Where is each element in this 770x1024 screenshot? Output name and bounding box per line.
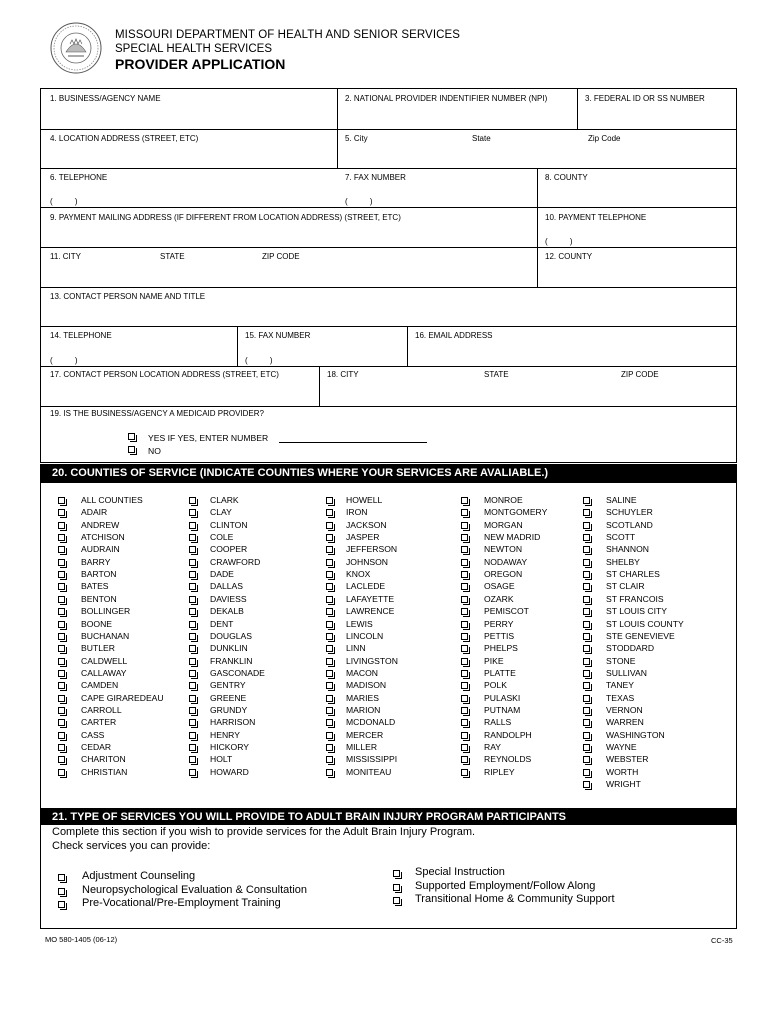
county-checkbox[interactable] [326,497,333,504]
county-checkbox[interactable] [326,583,333,590]
county-label: ANDREW [81,519,120,530]
section-20-header: 20. COUNTIES OF SERVICE (INDICATE COUNTIES WHERE YOUR SERVICES ARE AVALIABLE.) [40,464,737,483]
county-checkbox[interactable] [461,756,468,763]
county-label: LINN [346,643,366,654]
county-label: WARREN [606,717,644,728]
form-code: CC-35 [711,936,733,945]
county-label: KNOX [346,569,371,580]
contact-city-field[interactable]: 18. CITY [327,370,359,379]
county-label: CAPE GIRAREDEAU [81,692,164,703]
county-checkbox[interactable] [583,719,590,726]
county-checkbox[interactable] [326,732,333,739]
county-label: WRIGHT [606,779,641,790]
county-label: MACON [346,667,378,678]
county-label: HENRY [210,729,240,740]
county-label: WEBSTER [606,754,649,765]
county-label: HARRISON [210,717,256,728]
service-checkbox[interactable] [58,874,65,881]
county-label: DOUGLAS [210,630,253,641]
county-checkbox[interactable] [58,732,65,739]
county-label: CHARITON [81,754,126,765]
county-checkbox[interactable] [189,509,196,516]
county-checkbox[interactable] [326,695,333,702]
county-checkbox[interactable] [461,744,468,751]
medicaid-no-label: NO [148,446,161,456]
county-checkbox[interactable] [189,658,196,665]
county-checkbox[interactable] [583,583,590,590]
county-label: MONTGOMERY [484,507,548,518]
county-checkbox[interactable] [461,583,468,590]
county-label: OSAGE [484,581,515,592]
county-checkbox[interactable] [326,756,333,763]
county-label: CAMDEN [81,680,119,691]
county-checkbox[interactable] [461,695,468,702]
county-label: CARROLL [81,704,122,715]
county-checkbox[interactable] [326,707,333,714]
contact-name-field[interactable]: 13. CONTACT PERSON NAME AND TITLE [50,292,206,301]
federal-id-field[interactable]: 3. FEDERAL ID OR SS NUMBER [585,94,705,103]
county-checkbox[interactable] [461,769,468,776]
county-label: CHRISTIAN [81,766,128,777]
contact-telephone-area-code: ( ) [50,356,78,365]
telephone-field[interactable]: 6. TELEPHONE [50,173,108,182]
county-label: CLARK [210,495,239,505]
county-checkbox[interactable] [583,682,590,689]
county-label: BOONE [81,618,113,629]
county-checkbox[interactable] [189,571,196,578]
county-checkbox[interactable] [583,744,590,751]
service-label: Pre-Vocational/Pre-Employment Training [82,897,281,909]
county-label: BATES [81,581,109,592]
zip-field[interactable]: Zip Code [588,134,621,143]
county-label: PULASKI [484,692,521,703]
county-checkbox[interactable] [189,707,196,714]
county-checkbox[interactable] [583,546,590,553]
county-checkbox[interactable] [461,534,468,541]
county-checkbox[interactable] [58,608,65,615]
county-label: BENTON [81,593,117,604]
county-label: ST LOUIS COUNTY [606,618,684,629]
county-label: MISSISSIPPI [346,754,398,765]
county-label: MILLER [346,742,378,752]
county-checkbox[interactable] [583,497,590,504]
county-label: LAFAYETTE [346,593,395,604]
county-checkbox[interactable] [58,658,65,665]
county-label: SCHUYLER [606,507,653,518]
county-label: ST CLAIR [606,581,645,592]
county-checkbox[interactable] [189,546,196,553]
county-checkbox[interactable] [58,522,65,529]
county-label: PUTNAM [484,704,521,715]
county-checkbox[interactable] [189,534,196,541]
county-label: JEFFERSON [346,544,398,555]
county-label: BOLLINGER [81,606,131,617]
county-checkbox[interactable] [326,522,333,529]
county-checkbox[interactable] [189,559,196,566]
county-label: STODDARD [606,643,655,654]
county-checkbox[interactable] [189,583,196,590]
county-label: MCDONALD [346,717,396,728]
county-checkbox[interactable] [461,559,468,566]
county-checkbox[interactable] [583,571,590,578]
county-checkbox[interactable] [583,756,590,763]
county-checkbox[interactable] [583,608,590,615]
county-label: WASHINGTON [606,729,665,740]
county-label: JOHNSON [346,556,389,567]
county-label: BUTLER [81,643,115,654]
county-checkbox[interactable] [461,658,468,665]
county-label: RIPLEY [484,766,515,777]
county-label: MONROE [484,495,523,505]
county-label: MARIES [346,692,379,703]
county-checkbox[interactable] [326,546,333,553]
county-label: SCOTT [606,532,636,543]
county-checkbox[interactable] [461,608,468,615]
county-checkbox[interactable] [461,719,468,726]
services-intro: Complete this section if you wish to provide services for the Adult Brain Injury Program. [52,826,476,838]
payment-address-field[interactable]: 9. PAYMENT MAILING ADDRESS (IF DIFFERENT FROM LOCATION ADDRESS) (STREET, ETC) [50,213,401,222]
county-label: LIVINGSTON [346,655,398,666]
county-label: CLAY [210,507,232,518]
county-label: HICKORY [210,742,249,752]
county-checkbox[interactable] [326,769,333,776]
county-label: HOWARD [210,766,249,777]
county-label: MARION [346,704,381,715]
service-checkbox[interactable] [393,897,400,904]
county-label: HOLT [210,754,233,765]
division-name: SPECIAL HEALTH SERVICES [115,43,273,55]
payment-zip-field[interactable]: ZIP CODE [262,252,300,261]
medicaid-yes-checkbox[interactable] [128,433,135,440]
county-label: PHELPS [484,643,518,654]
county-label: PETTIS [484,630,515,641]
service-checkbox[interactable] [393,884,400,891]
service-label: Supported Employment/Follow Along [415,879,596,892]
payment-city-field[interactable]: 11. CITY [50,252,81,261]
county-label: SALINE [606,495,637,505]
medicaid-number-line[interactable] [279,442,427,443]
city-field[interactable]: 5. City [345,134,368,143]
county-checkbox[interactable] [326,571,333,578]
county-label: PERRY [484,618,514,629]
services-instruction: Check services you can provide: [52,840,211,852]
service-label: Transitional Home & Community Support [415,893,615,905]
county-checkbox[interactable] [189,621,196,628]
county-label: ATCHISON [81,532,125,543]
medicaid-yes-label: YES IF YES, ENTER NUMBER [148,433,269,443]
county-checkbox[interactable] [189,608,196,615]
county-checkbox[interactable] [326,559,333,566]
county-checkbox[interactable] [58,633,65,640]
payment-state-field[interactable]: STATE [160,252,185,261]
npi-field[interactable]: 2. NATIONAL PROVIDER INDENTIFIER NUMBER (NPI) [345,94,548,103]
payment-telephone-field[interactable]: 10. PAYMENT TELEPHONE [545,213,647,222]
county-label: LEWIS [346,618,373,629]
county-checkbox[interactable] [58,583,65,590]
department-name: MISSOURI DEPARTMENT OF HEALTH AND SENIOR SERVICES [115,29,461,41]
fax-field[interactable]: 7. FAX NUMBER [345,173,406,182]
county-checkbox[interactable] [583,522,590,529]
county-checkbox[interactable] [326,596,333,603]
county-label: NEWTON [484,544,523,555]
county-label: CARTER [81,717,117,728]
county-label: GRUNDY [210,704,248,715]
county-label: MADISON [346,680,387,691]
county-checkbox[interactable] [326,534,333,541]
service-label: Special Instruction [415,866,505,878]
county-checkbox[interactable] [583,707,590,714]
county-checkbox[interactable] [189,695,196,702]
county-checkbox[interactable] [58,744,65,751]
contact-zip-field[interactable]: ZIP CODE [621,370,659,379]
county-label: CASS [81,729,105,740]
county-label: DAVIESS [210,593,247,604]
county-label: AUDRAIN [81,544,120,555]
county-label: TANEY [606,680,635,691]
county-checkbox[interactable] [189,645,196,652]
county-checkbox[interactable] [583,769,590,776]
county-checkbox[interactable] [461,497,468,504]
county-checkbox[interactable] [189,769,196,776]
county-label: COOPER [210,544,248,555]
county-label: OZARK [484,593,514,604]
county-checkbox[interactable] [58,707,65,714]
county-checkbox[interactable] [461,522,468,529]
page-title: PROVIDER APPLICATION [115,56,286,72]
county-checkbox[interactable] [326,645,333,652]
county-label: CALDWELL [81,655,128,666]
county-checkbox[interactable] [189,497,196,504]
county-checkbox[interactable] [58,571,65,578]
county-label: MERCER [346,729,384,740]
county-label: SCOTLAND [606,519,653,530]
county-checkbox[interactable] [58,682,65,689]
county-label: HOWELL [346,495,383,505]
county-label: REYNOLDS [484,754,532,765]
county-checkbox[interactable] [58,756,65,763]
county-checkbox[interactable] [58,546,65,553]
contact-state-field[interactable]: STATE [484,370,509,379]
county-label: RANDOLPH [484,729,532,740]
county-checkbox[interactable] [58,559,65,566]
county-checkbox[interactable] [189,596,196,603]
county-label: TEXAS [606,692,635,703]
county-label: VERNON [606,704,643,715]
county-label: WAYNE [606,742,637,752]
county-checkbox[interactable] [58,596,65,603]
county-checkbox[interactable] [189,756,196,763]
county-label: ST FRANCOIS [606,593,664,604]
county-field[interactable]: 8. COUNTY [545,173,588,182]
county-label: BARTON [81,569,117,580]
service-checkbox[interactable] [393,870,400,877]
medicaid-no-checkbox[interactable] [128,446,135,453]
county-label: ST CHARLES [606,569,660,580]
county-checkbox[interactable] [189,682,196,689]
county-checkbox[interactable] [583,534,590,541]
county-checkbox[interactable] [583,670,590,677]
service-checkbox[interactable] [58,888,65,895]
county-checkbox[interactable] [461,571,468,578]
county-label: CEDAR [81,742,112,752]
county-checkbox[interactable] [583,658,590,665]
county-checkbox[interactable] [326,658,333,665]
county-label: BUCHANAN [81,630,130,641]
county-label: DENT [210,618,234,629]
county-checkbox[interactable] [583,596,590,603]
county-label: POLK [484,680,507,691]
county-checkbox[interactable] [58,621,65,628]
county-checkbox[interactable] [58,509,65,516]
county-checkbox[interactable] [326,682,333,689]
county-label: GASCONADE [210,667,265,678]
contact-fax-area-code: ( ) [245,356,273,365]
county-label: LINCOLN [346,630,384,641]
county-label: SHELBY [606,556,640,567]
county-checkbox[interactable] [58,534,65,541]
county-checkbox[interactable] [189,522,196,529]
county-checkbox[interactable] [58,497,65,504]
county-checkbox[interactable] [461,596,468,603]
county-checkbox[interactable] [583,621,590,628]
county-checkbox[interactable] [583,732,590,739]
county-checkbox[interactable] [461,670,468,677]
county-label: PIKE [484,655,504,666]
state-seal-icon [50,22,102,74]
county-label: PLATTE [484,667,516,678]
county-label: COLE [210,532,234,543]
form-number: MO 580-1405 (06-12) [45,935,118,944]
county-label: NODAWAY [484,556,528,567]
county-label: DUNKLIN [210,643,248,654]
county-checkbox[interactable] [189,633,196,640]
county-label: LACLEDE [346,581,386,592]
county-checkbox[interactable] [461,682,468,689]
telephone-area-code: ( ) [50,197,78,206]
county-label: PEMISCOT [484,606,529,617]
contact-address-field[interactable]: 17. CONTACT PERSON LOCATION ADDRESS (STREET, ETC) [50,370,279,379]
county-label: GREENE [210,692,247,703]
contact-fax-field[interactable]: 15. FAX NUMBER [245,331,311,340]
county-label: SHANNON [606,544,649,555]
county-checkbox[interactable] [326,621,333,628]
county-checkbox[interactable] [583,633,590,640]
county-label: WORTH [606,766,639,777]
county-checkbox[interactable] [583,781,590,788]
county-label: ST LOUIS CITY [606,606,667,617]
county-label: LAWRENCE [346,606,395,617]
payment-area-code: ( ) [545,237,573,246]
county-label: STE GENEVIEVE [606,630,675,641]
county-label: MORGAN [484,519,523,530]
fax-area-code: ( ) [345,197,373,206]
section-21-header: 21. TYPE OF SERVICES YOU WILL PROVIDE TO ADULT BRAIN INJURY PROGRAM PARTICIPANTS [40,809,737,825]
county-label: IRON [346,507,368,518]
county-label: JASPER [346,532,380,543]
county-label: SULLIVAN [606,667,647,678]
county-checkbox[interactable] [189,670,196,677]
location-address-field[interactable]: 4. LOCATION ADDRESS (STREET, ETC) [50,134,199,143]
county-checkbox[interactable] [461,509,468,516]
county-checkbox[interactable] [461,732,468,739]
contact-telephone-field[interactable]: 14. TELEPHONE [50,331,112,340]
business-name-field[interactable]: 1. BUSINESS/AGENCY NAME [50,94,161,103]
service-label: Neuropsychological Evaluation & Consultation [82,883,308,896]
county-checkbox[interactable] [461,707,468,714]
county-checkbox[interactable] [326,509,333,516]
state-field[interactable]: State [472,134,491,143]
county-checkbox[interactable] [326,608,333,615]
county-checkbox[interactable] [189,732,196,739]
county-checkbox[interactable] [583,509,590,516]
county-checkbox[interactable] [326,744,333,751]
county-checkbox[interactable] [189,744,196,751]
medicaid-question: 19. IS THE BUSINESS/AGENCY A MEDICAID PROVIDER? [50,409,264,418]
county-label: GENTRY [210,680,246,691]
county-label: DALLAS [210,581,243,592]
county-label: RALLS [484,717,512,728]
county-checkbox[interactable] [189,719,196,726]
county-checkbox[interactable] [58,670,65,677]
county-label: OREGON [484,569,523,580]
county-checkbox[interactable] [58,645,65,652]
county-label: CRAWFORD [210,556,261,567]
county-label: CLINTON [210,519,248,530]
county-checkbox[interactable] [326,633,333,640]
county-checkbox[interactable] [58,719,65,726]
service-label: Adjustment Counseling [82,870,196,882]
county-label: STONE [606,655,636,666]
county-checkbox[interactable] [326,670,333,677]
county-label: ALL COUNTIES [81,495,143,505]
county-checkbox[interactable] [461,621,468,628]
county-checkbox[interactable] [461,645,468,652]
county-label: DEKALB [210,606,244,617]
payment-county-field[interactable]: 12. COUNTY [545,252,593,261]
county-checkbox[interactable] [583,645,590,652]
county-label: JACKSON [346,519,387,530]
email-field[interactable]: 16. EMAIL ADDRESS [415,331,493,340]
county-checkbox[interactable] [326,719,333,726]
county-checkbox[interactable] [58,769,65,776]
county-checkbox[interactable] [461,633,468,640]
county-label: DADE [210,569,234,580]
county-label: CALLAWAY [81,667,127,678]
county-label: FRANKLIN [210,655,253,666]
county-label: RAY [484,742,502,752]
county-checkbox[interactable] [583,695,590,702]
county-label: NEW MADRID [484,532,541,543]
county-checkbox[interactable] [583,559,590,566]
county-label: BARRY [81,556,111,567]
county-label: ADAIR [81,507,108,518]
service-checkbox[interactable] [58,901,65,908]
county-label: MONITEAU [346,766,392,777]
county-checkbox[interactable] [461,546,468,553]
county-checkbox[interactable] [58,695,65,702]
